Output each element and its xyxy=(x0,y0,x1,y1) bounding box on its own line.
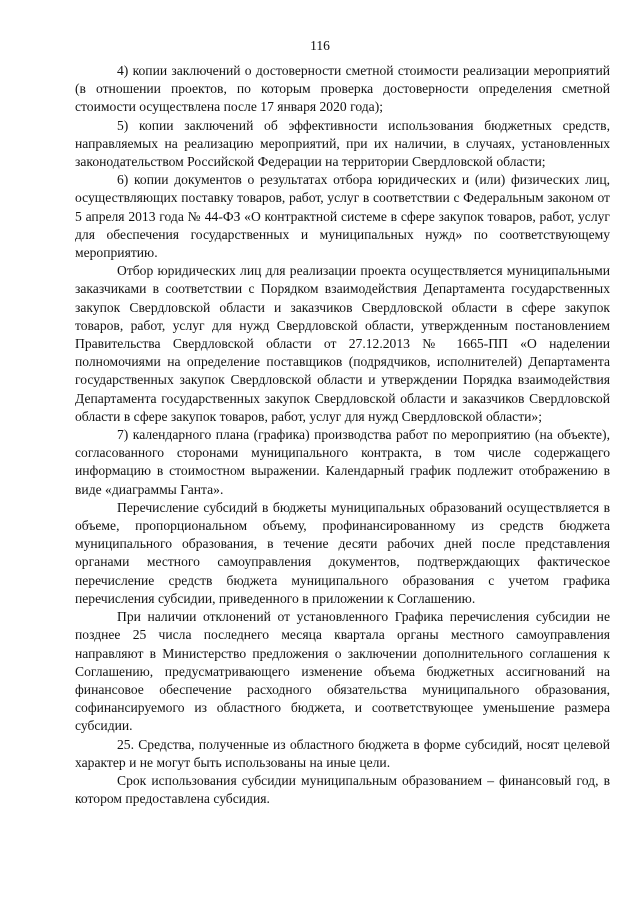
paragraph-schedule-deviation: При наличии отклонений от установленного Графика перечисления субсидии не позднее 25 числа последнего месяца квартала органы местного самоуправления направляют в Министерство предложения о заключении дополнительного соглашения к Соглашению, предусматривающего изменение объема бюджетных ассигнований на финансовое обеспечение расходного обязательства муниципального образования, софинансируемого из областного бюджета, и соответствующее уменьшение размера субсидии. xyxy=(75,609,610,734)
paragraph-selection-procedure: Отбор юридических лиц для реализации проекта осуществляется муниципальными заказчиками в соответствии с Порядком взаимодействия Департамента государственных закупок Свердловской области и заказчиков Свердловской области в сфере закупок товаров, работ, услуг для нужд Свердловской области, утвержденным постановлением Правительства Свердловской области от 27.12.2013 № 1665-ПП «О наделении полномочиями на определение поставщиков (подрядчиков, исполнителей) Департамента государственных закупок Свердловской области и утверждении Порядка взаимодействия Департамента государственных закупок Свердловской области и заказчиков Свердловской области в сфере закупок товаров, работ, услуг для нужд Свердловской области»; xyxy=(75,263,610,424)
paragraph-usage-term: Срок использования субсидии муниципальным образованием – финансовый год, в котором предоставлена субсидия. xyxy=(75,772,610,807)
paragraph-clause-25: 25. Средства, полученные из областного бюджета в форме субсидий, носят целевой характер и не могут быть использованы на иные цели. xyxy=(75,736,610,770)
paragraph-item-4: 4) копии заключений о достоверности сметной стоимости реализации мероприятий (в отношении проектов, по которым проверка достоверности определения сметной стоимости осуществлена после 17 января 2020 года); xyxy=(75,63,610,115)
paragraph-subsidy-transfer: Перечисление субсидий в бюджеты муниципальных образований осуществляется в объеме, пропорциональном объему, профинансированному из средств бюджета муниципального образования, в течение десяти рабочих дней после представления органами местного самоуправления документов, подтверждающих фактическое перечисление средств бюджета муниципального образования с учетом графика перечисления субсидии, приведенного в приложении к Соглашению. xyxy=(75,499,610,606)
page-number: 116 xyxy=(310,38,330,53)
paragraph-item-5: 5) копии заключений об эффективности использования бюджетных средств, направляемых на реализацию мероприятий, при их наличии, в случаях, установленных законодательством Российской Федерации на территории Свердловской области; xyxy=(75,117,610,170)
document-body xyxy=(75,62,610,808)
paragraph-item-6: 6) копии документов о результатах отбора юридических и (или) физических лиц, осуществляющих поставку товаров, работ, услуг в соответствии с Федеральным законом от 5 апреля 2013 года № 44-ФЗ «О контрактной системе в сфере закупок товаров, работ, услуг для обеспечения государственных и муниципальных нужд» по соответствующему мероприятию. xyxy=(75,172,610,261)
paragraph-item-7: 7) календарного плана (графика) производства работ по мероприятию (на объекте), согласованного сторонами муниципального контракта, в том числе содержащего информацию в стоимостном выражении. Календарный график подлежит отображению в виде «диаграммы Ганта». xyxy=(75,427,610,497)
